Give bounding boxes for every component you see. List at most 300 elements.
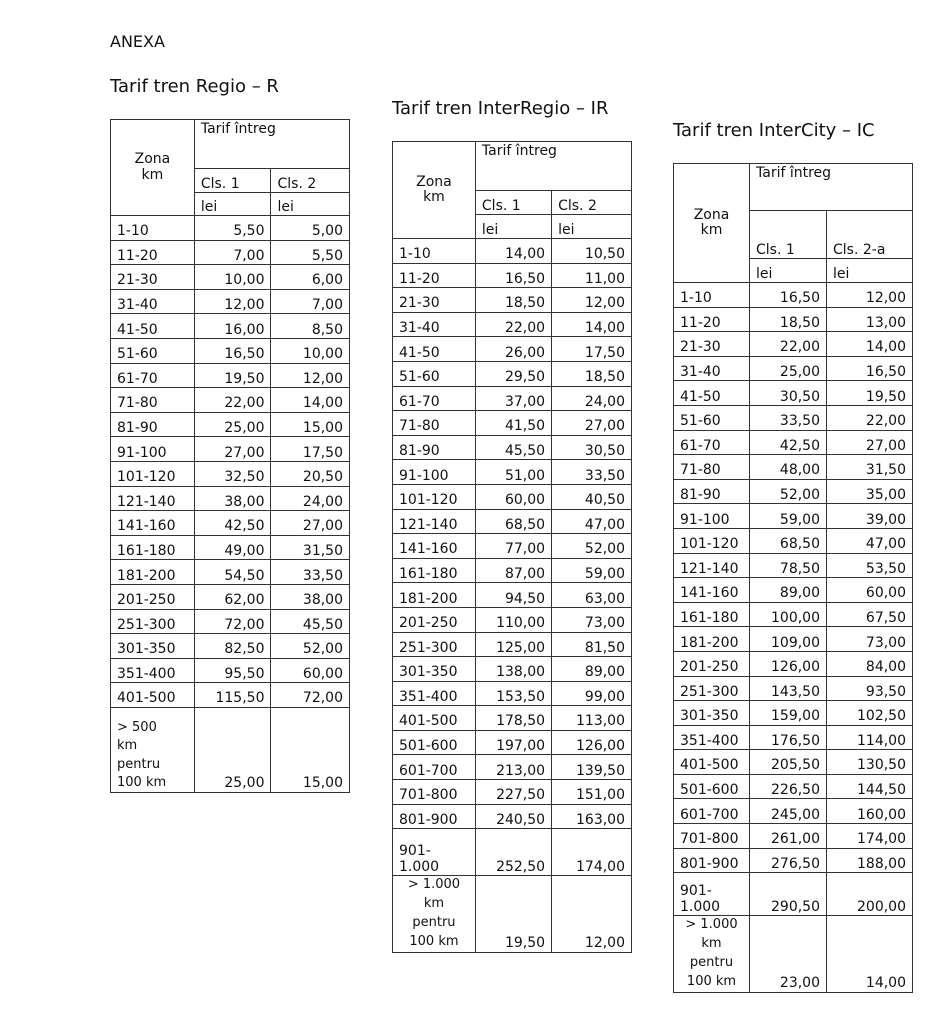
zone-cell: 161-180 [674, 602, 750, 627]
price-cell: 200,00 [827, 873, 913, 916]
zone-cell: 51-60 [111, 338, 195, 363]
zone-cell: 11-20 [674, 307, 750, 332]
zone-cell: 31-40 [674, 356, 750, 381]
per-100km-label-line: 100 km [409, 933, 459, 949]
price-cell: 178,50 [475, 706, 551, 731]
table-row [393, 534, 632, 559]
table-row [674, 627, 913, 652]
zone-cell: 201-250 [674, 651, 750, 676]
zone-cell: 41-50 [674, 381, 750, 406]
table-row [393, 583, 632, 608]
price-cell: 27,00 [271, 511, 350, 536]
price-cell: 14,00 [827, 916, 913, 992]
table-row [111, 388, 350, 413]
table-row [674, 651, 913, 676]
zone-cell: 41-50 [393, 337, 476, 362]
price-cell: 89,00 [750, 578, 827, 603]
price-cell: 45,50 [271, 609, 350, 634]
zone-cell: 21-30 [111, 265, 195, 290]
price-cell: 29,50 [475, 361, 551, 386]
table-row [674, 676, 913, 701]
per-100km-label-line: km [117, 738, 138, 754]
price-cell: 19,50 [194, 363, 271, 388]
price-cell: 87,00 [475, 558, 551, 583]
price-cell: 42,50 [750, 430, 827, 455]
zone-cell: 401-500 [111, 683, 195, 708]
price-cell: 22,00 [194, 388, 271, 413]
per-100km-label-line: > 1.000 [685, 917, 738, 933]
price-cell: 51,00 [475, 460, 551, 485]
price-cell: 12,00 [552, 876, 632, 952]
table-row [674, 528, 913, 553]
table-row [393, 755, 632, 780]
price-cell: 174,00 [552, 829, 632, 876]
zone-cell: 11-20 [393, 263, 476, 288]
price-cell: 7,00 [194, 240, 271, 265]
table-row [674, 283, 913, 308]
price-cell: 125,00 [475, 632, 551, 657]
price-cell: 14,00 [552, 312, 632, 337]
price-cell: 174,00 [827, 824, 913, 849]
table-row [393, 681, 632, 706]
intercity-title: Tarif tren InterCity – IC [673, 120, 875, 141]
zone-cell: 141-160 [674, 578, 750, 603]
price-cell: 114,00 [827, 725, 913, 750]
table-row [393, 239, 632, 264]
price-cell: 159,00 [750, 701, 827, 726]
zone-header-line: km [700, 222, 723, 238]
zone-cell: 351-400 [111, 658, 195, 683]
price-cell: 72,00 [194, 609, 271, 634]
price-cell: 37,00 [475, 386, 551, 411]
price-cell: 15,00 [271, 412, 350, 437]
regio-tariff-table [110, 119, 350, 793]
price-cell: 26,00 [475, 337, 551, 362]
table-row [674, 479, 913, 504]
table-row [674, 504, 913, 529]
price-cell: 38,00 [271, 584, 350, 609]
price-cell: 17,50 [552, 337, 632, 362]
price-cell: 261,00 [750, 824, 827, 849]
table-row [393, 780, 632, 805]
price-cell: 163,00 [552, 804, 632, 829]
per-100km-label-line: 100 km [117, 774, 167, 790]
zone-cell: 91-100 [674, 504, 750, 529]
price-cell: 81,50 [552, 632, 632, 657]
interregio-tariff-table [392, 141, 632, 953]
price-cell: 20,50 [271, 461, 350, 486]
price-cell: 27,00 [194, 437, 271, 462]
zone-cell: 501-600 [393, 730, 476, 755]
unit-header: lei [827, 259, 913, 283]
price-cell: 109,00 [750, 627, 827, 652]
price-cell: 151,00 [552, 780, 632, 805]
zone-cell: 71-80 [674, 455, 750, 480]
zone-cell [393, 829, 476, 876]
price-cell: 84,00 [827, 651, 913, 676]
unit-header: lei [475, 215, 551, 239]
class-header: Cls. 1 [475, 191, 551, 215]
zone-cell: 251-300 [674, 676, 750, 701]
zone-cell: 31-40 [111, 289, 195, 314]
price-cell: 67,50 [827, 602, 913, 627]
table-row [393, 460, 632, 485]
price-cell: 7,00 [271, 289, 350, 314]
unit-header: lei [194, 193, 271, 216]
zone-header-line: km [423, 189, 445, 205]
zone-cell: 81-90 [674, 479, 750, 504]
price-cell: 25,00 [750, 356, 827, 381]
zone-cell-line: 1.000 [680, 898, 721, 915]
table-row [393, 288, 632, 313]
price-cell: 205,50 [750, 750, 827, 775]
price-cell: 95,50 [194, 658, 271, 683]
zone-cell: 351-400 [393, 681, 476, 706]
table-row [674, 553, 913, 578]
per-100km-label [674, 916, 750, 992]
table-row [393, 435, 632, 460]
zone-header [111, 120, 195, 216]
price-cell: 138,00 [475, 657, 551, 682]
zone-header [674, 164, 750, 283]
price-cell: 52,00 [271, 634, 350, 659]
tarif-intreg-header: Tarif întreg [194, 120, 349, 169]
price-cell: 5,50 [271, 240, 350, 265]
table-row [674, 701, 913, 726]
table-row [393, 509, 632, 534]
price-cell: 78,50 [750, 553, 827, 578]
zone-cell [674, 873, 750, 916]
per-100km-label [393, 876, 476, 952]
class-header: Cls. 1 [750, 211, 827, 259]
zone-cell: 1-10 [393, 239, 476, 264]
price-cell: 40,50 [552, 484, 632, 509]
price-cell: 12,00 [827, 283, 913, 308]
price-cell: 24,00 [552, 386, 632, 411]
price-cell: 160,00 [827, 799, 913, 824]
zone-cell: 51-60 [674, 405, 750, 430]
price-cell: 68,50 [750, 528, 827, 553]
price-cell: 226,50 [750, 774, 827, 799]
zone-cell: 121-140 [393, 509, 476, 534]
zone-cell: 351-400 [674, 725, 750, 750]
zone-cell: 601-700 [674, 799, 750, 824]
table-row [111, 683, 350, 708]
table-row [393, 411, 632, 436]
price-cell: 16,00 [194, 314, 271, 339]
table-row [111, 707, 350, 792]
price-cell: 144,50 [827, 774, 913, 799]
price-cell: 94,50 [475, 583, 551, 608]
zone-cell: 251-300 [393, 632, 476, 657]
zone-cell: 251-300 [111, 609, 195, 634]
price-cell: 276,50 [750, 848, 827, 873]
table-row [111, 216, 350, 241]
price-cell: 68,50 [475, 509, 551, 534]
zone-cell: 61-70 [393, 386, 476, 411]
zone-cell: 21-30 [393, 288, 476, 313]
table-row [111, 461, 350, 486]
price-cell: 33,50 [552, 460, 632, 485]
price-cell: 45,50 [475, 435, 551, 460]
price-cell: 52,00 [552, 534, 632, 559]
per-100km-label-line: > 500 [117, 720, 157, 736]
table-row [393, 632, 632, 657]
zone-cell: 61-70 [111, 363, 195, 388]
price-cell: 89,00 [552, 657, 632, 682]
table-row [393, 730, 632, 755]
price-cell: 102,50 [827, 701, 913, 726]
table-row [393, 657, 632, 682]
price-cell: 59,00 [552, 558, 632, 583]
price-cell: 62,00 [194, 584, 271, 609]
zone-cell: 91-100 [111, 437, 195, 462]
price-cell: 12,00 [194, 289, 271, 314]
zone-cell: 181-200 [674, 627, 750, 652]
price-cell: 18,50 [552, 361, 632, 386]
table-row [393, 876, 632, 952]
table-row [393, 706, 632, 731]
zone-cell: 141-160 [393, 534, 476, 559]
price-cell: 30,50 [552, 435, 632, 460]
zone-cell: 121-140 [111, 486, 195, 511]
table-row [674, 750, 913, 775]
table-row [111, 437, 350, 462]
zone-cell: 161-180 [393, 558, 476, 583]
price-cell: 77,00 [475, 534, 551, 559]
table-row [111, 584, 350, 609]
zone-cell: 501-600 [674, 774, 750, 799]
price-cell: 31,50 [271, 535, 350, 560]
price-cell: 33,50 [750, 405, 827, 430]
price-cell: 27,00 [552, 411, 632, 436]
price-cell: 49,00 [194, 535, 271, 560]
price-cell: 18,50 [750, 307, 827, 332]
price-cell: 60,00 [475, 484, 551, 509]
zone-cell: 301-350 [111, 634, 195, 659]
per-100km-label-line: > 1.000 [407, 877, 461, 893]
price-cell: 22,00 [827, 405, 913, 430]
price-cell: 42,50 [194, 511, 271, 536]
price-cell: 99,00 [552, 681, 632, 706]
price-cell: 22,00 [750, 332, 827, 357]
table-row [111, 289, 350, 314]
price-cell: 16,50 [475, 263, 551, 288]
price-cell: 12,00 [552, 288, 632, 313]
table-row [111, 486, 350, 511]
table-row [111, 535, 350, 560]
zone-cell: 41-50 [111, 314, 195, 339]
table-row [393, 484, 632, 509]
table-row [111, 314, 350, 339]
table-row [674, 873, 913, 916]
table-row [674, 602, 913, 627]
zone-cell-line: 901- [399, 843, 431, 860]
zone-cell: 141-160 [111, 511, 195, 536]
table-row [674, 916, 913, 992]
price-cell: 23,00 [750, 916, 827, 992]
price-cell: 126,00 [552, 730, 632, 755]
price-cell: 32,50 [194, 461, 271, 486]
price-cell: 10,50 [552, 239, 632, 264]
price-cell: 93,50 [827, 676, 913, 701]
price-cell: 25,00 [194, 707, 271, 792]
price-cell: 110,00 [475, 607, 551, 632]
table-row [111, 511, 350, 536]
price-cell: 52,00 [750, 479, 827, 504]
price-cell: 48,00 [750, 455, 827, 480]
zone-cell: 121-140 [674, 553, 750, 578]
zone-cell: 601-700 [393, 755, 476, 780]
zone-cell: 91-100 [393, 460, 476, 485]
price-cell: 252,50 [475, 829, 551, 876]
table-row [674, 430, 913, 455]
price-cell: 35,00 [827, 479, 913, 504]
zone-cell: 21-30 [674, 332, 750, 357]
zone-header-line: Zona [416, 173, 452, 190]
price-cell: 73,00 [552, 607, 632, 632]
price-cell: 33,50 [271, 560, 350, 585]
price-cell: 8,50 [271, 314, 350, 339]
table-row [393, 263, 632, 288]
unit-header: lei [271, 193, 350, 216]
price-cell: 18,50 [475, 288, 551, 313]
zone-cell: 201-250 [393, 607, 476, 632]
price-cell: 16,50 [827, 356, 913, 381]
price-cell: 17,50 [271, 437, 350, 462]
zone-cell: 161-180 [111, 535, 195, 560]
table-row [674, 381, 913, 406]
zone-header [393, 142, 476, 239]
price-cell: 14,00 [827, 332, 913, 357]
table-row [111, 634, 350, 659]
table-row [393, 558, 632, 583]
table-row [111, 338, 350, 363]
class-header: Cls. 2-a [827, 211, 913, 259]
price-cell: 25,00 [194, 412, 271, 437]
zone-cell: 701-800 [674, 824, 750, 849]
price-cell: 39,00 [827, 504, 913, 529]
price-cell: 10,00 [194, 265, 271, 290]
price-cell: 73,00 [827, 627, 913, 652]
table-row [674, 774, 913, 799]
per-100km-label-line: pentru [117, 756, 161, 772]
zone-header-line: km [141, 166, 164, 183]
table-row [111, 560, 350, 585]
price-cell: 14,00 [271, 388, 350, 413]
zone-cell: 401-500 [393, 706, 476, 731]
price-cell: 153,50 [475, 681, 551, 706]
table-row [674, 332, 913, 357]
price-cell: 24,00 [271, 486, 350, 511]
price-cell: 47,00 [827, 528, 913, 553]
price-cell: 13,00 [827, 307, 913, 332]
table-row [393, 312, 632, 337]
price-cell: 10,00 [271, 338, 350, 363]
price-cell: 5,00 [271, 216, 350, 241]
zone-cell: 181-200 [393, 583, 476, 608]
zone-cell: 1-10 [674, 283, 750, 308]
price-cell: 213,00 [475, 755, 551, 780]
zone-cell: 801-900 [674, 848, 750, 873]
price-cell: 290,50 [750, 873, 827, 916]
table-row [111, 240, 350, 265]
zone-cell: 401-500 [674, 750, 750, 775]
per-100km-label-line: km [701, 936, 722, 952]
class-header: Cls. 1 [194, 169, 271, 193]
table-row [393, 361, 632, 386]
price-cell: 113,00 [552, 706, 632, 731]
unit-header: lei [552, 215, 632, 239]
table-row [674, 405, 913, 430]
per-100km-label [111, 707, 195, 792]
price-cell: 100,00 [750, 602, 827, 627]
price-cell: 12,00 [271, 363, 350, 388]
tarif-intreg-header: Tarif întreg [750, 164, 913, 211]
per-100km-label-line: pentru [412, 914, 456, 930]
price-cell: 53,50 [827, 553, 913, 578]
table-row [111, 265, 350, 290]
zone-cell: 1-10 [111, 216, 195, 241]
price-cell: 16,50 [194, 338, 271, 363]
table-row [674, 307, 913, 332]
price-cell: 139,50 [552, 755, 632, 780]
table-row [111, 658, 350, 683]
price-cell: 72,00 [271, 683, 350, 708]
table-row [111, 609, 350, 634]
price-cell: 60,00 [827, 578, 913, 603]
price-cell: 143,50 [750, 676, 827, 701]
interregio-title: Tarif tren InterRegio – IR [392, 98, 609, 119]
class-header: Cls. 2 [271, 169, 350, 193]
tarif-intreg-header: Tarif întreg [475, 142, 631, 191]
price-cell: 82,50 [194, 634, 271, 659]
price-cell: 126,00 [750, 651, 827, 676]
intercity-tariff-table [673, 163, 913, 993]
table-row [393, 337, 632, 362]
price-cell: 197,00 [475, 730, 551, 755]
zone-cell: 101-120 [393, 484, 476, 509]
price-cell: 115,50 [194, 683, 271, 708]
price-cell: 27,00 [827, 430, 913, 455]
price-cell: 19,50 [827, 381, 913, 406]
zone-cell: 51-60 [393, 361, 476, 386]
table-row [393, 804, 632, 829]
zone-cell-line: 1.000 [399, 858, 440, 875]
class-header: Cls. 2 [552, 191, 632, 215]
zone-cell-line: 901- [680, 883, 712, 900]
table-row [393, 607, 632, 632]
table-row [111, 412, 350, 437]
price-cell: 30,50 [750, 381, 827, 406]
zone-cell: 31-40 [393, 312, 476, 337]
zone-cell: 101-120 [111, 461, 195, 486]
price-cell: 22,00 [475, 312, 551, 337]
price-cell: 245,00 [750, 799, 827, 824]
per-100km-label-line: km [423, 896, 445, 912]
zone-cell: 201-250 [111, 584, 195, 609]
table-row [111, 363, 350, 388]
zone-cell: 81-90 [111, 412, 195, 437]
table-row [674, 824, 913, 849]
price-cell: 176,50 [750, 725, 827, 750]
zone-cell: 81-90 [393, 435, 476, 460]
price-cell: 14,00 [475, 239, 551, 264]
zone-cell: 801-900 [393, 804, 476, 829]
price-cell: 240,50 [475, 804, 551, 829]
zone-cell: 301-350 [674, 701, 750, 726]
price-cell: 38,00 [194, 486, 271, 511]
